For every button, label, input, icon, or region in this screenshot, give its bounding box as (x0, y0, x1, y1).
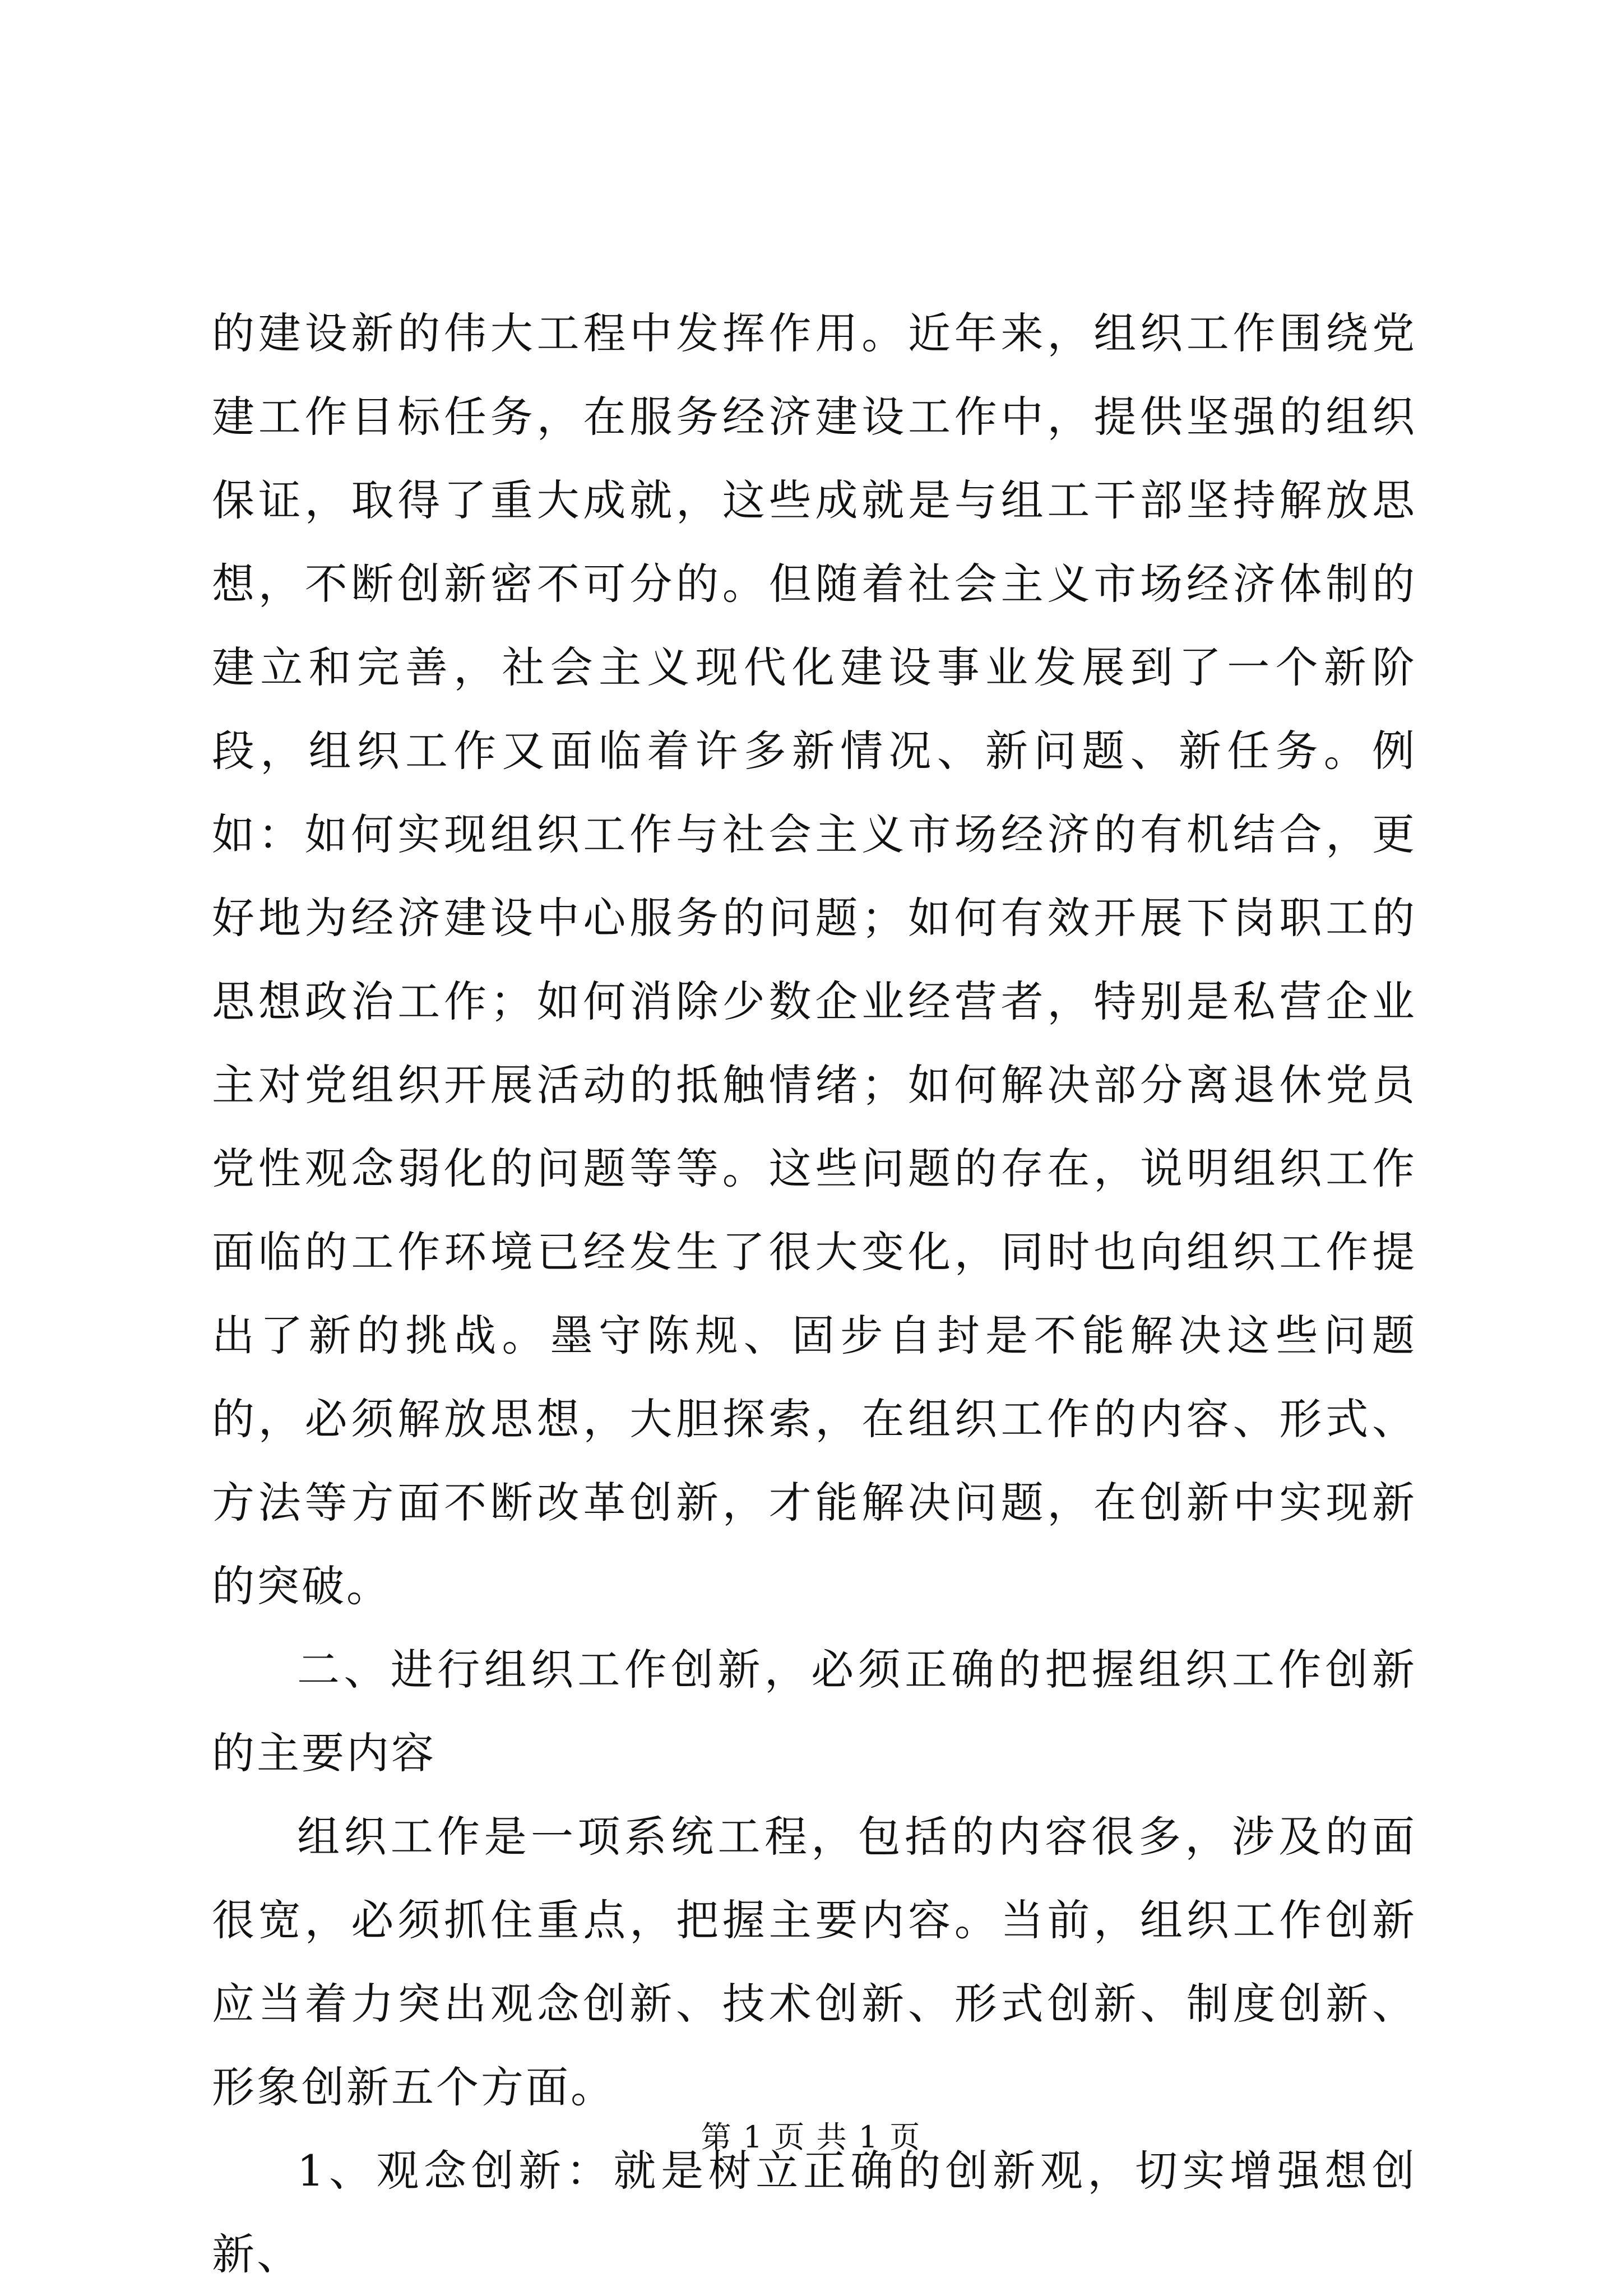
section-heading-two: 二、进行组织工作创新，必须正确的把握组织工作创新的主要内容 (212, 1645, 1417, 1778)
paragraph-main-content: 组织工作是一项系统工程，包括的内容很多，涉及的面很宽，必须抓住重点，把握主要内容。当前，组织工作创新应当着力突出观念创新、技术创新、形式创新、制度创新、形象创新五个方面。 (212, 1812, 1417, 2112)
paragraph-concept-innovation: 1、观念创新：就是树立正确的创新观，切实增强想创新、 (212, 2146, 1417, 2279)
paragraph-continuation: 的建设新的伟大工程中发挥作用。近年来，组织工作围绕党建工作目标任务，在服务经济建设工作中，提供坚强的组织保证，取得了重大成就，这些成就是与组工干部坚持解放思想，不断创新密不可分的。但随着社会主义市场经济体制的建立和完善，社会主义现代化建设事业发展到了一个新阶段，组织工作又面临着许多新情况、新问题、新任务。例如：如何实现组织工作与社会主义市场经济的有机结合，更好地为经济建设中心服务的问题；如何有效开展下岗职工的思想政治工作；如何消除少数企业经营者，特别是私营企业主对党组织开展活动的抵触情绪；如何解决部分离退休党员党性观念弱化的问题等等。这些问题的存在，说明组织工作面临的工作环境已经发生了很大变化，同时也向组织工作提出了新的挑战。墨守陈规、固步自封是不能解决这些问题的，必须解放思想，大胆探索，在组织工作的内容、形式、方法等方面不断改革创新，才能解决问题，在创新中实现新的突破。 (212, 308, 1417, 1611)
page-footer: 第 1 页 共 1 页 (701, 2119, 921, 2155)
document-body (212, 291, 1417, 2296)
